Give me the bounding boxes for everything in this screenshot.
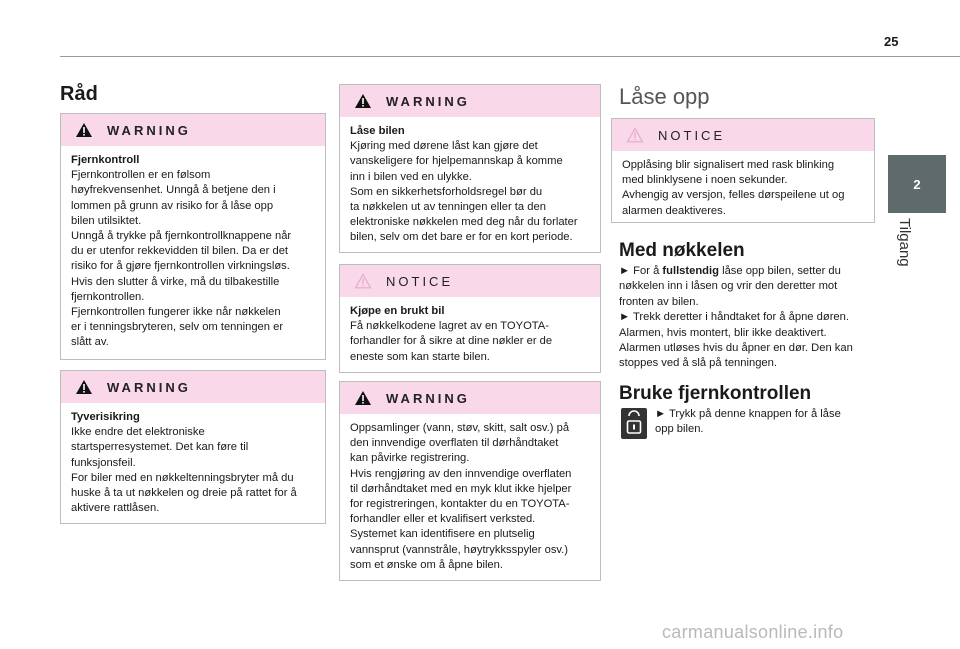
warning-subtitle: Låse bilen [350, 125, 405, 137]
text-line: opp bilen. [655, 423, 704, 436]
notice-header [612, 119, 874, 151]
warning-title: WARNING [386, 390, 470, 406]
text-line: startsperresystemet. Det kan føre til [71, 441, 249, 454]
text-line: Hvis den slutter å virke, må du tilbakestille [71, 275, 280, 288]
text-line: forhandler for å sikre at dine nøkler er de [350, 335, 553, 348]
text-line: stoppes ved å slå på tenningen. [619, 357, 777, 370]
text-line: er i tenningsbryteren, selv om tenningen er [71, 321, 284, 334]
text-line: forhandler eller et kvalifisert verksted. [350, 513, 536, 526]
warning-header [340, 85, 600, 117]
text-fragment: låse opp bilen, setter du [718, 265, 841, 277]
text-line: som et ønske om å åpne bilen. [350, 558, 503, 571]
text-line: slått av. [71, 336, 109, 349]
notice-body [612, 151, 874, 225]
text-line: lommen på grunn av risiko for å låse opp [71, 199, 274, 212]
unlock-button-icon [621, 408, 647, 439]
notice-icon [626, 127, 644, 143]
watermark: carmanualsonline.info [662, 622, 844, 642]
text-line: Fjernkontrollen fungerer ikke når nøkkelen [71, 306, 281, 319]
warning-body [340, 414, 600, 579]
section-tab[interactable]: 2 [888, 155, 946, 213]
text-line: til dørhåndtaket med en myk klut ikke hjelper [350, 482, 572, 495]
text-line: kan påvirke registrering. [350, 452, 470, 465]
text-line: med blinklysene i noen sekunder. [622, 174, 788, 187]
warning-body [61, 146, 325, 357]
text-line: fjernkontrollen. [71, 290, 145, 303]
text-line: risiko for å gjøre fjernkontrollen virkningsløs. [71, 260, 290, 273]
text-line: inn i bilen ved en ulykke. [350, 170, 472, 183]
warning-title: WARNING [107, 122, 191, 138]
text-line: For biler med en nøkkeltenningsbryter må du [71, 471, 294, 484]
text-line: Avhengig av versjon, felles dørspeilene ut og [622, 189, 845, 202]
warning-icon [354, 390, 372, 406]
notice-box-used-car [339, 264, 601, 373]
warning-icon [75, 379, 93, 395]
text-line: du er utenfor rekkevidden til bilen. Da er det [71, 245, 289, 258]
text-line: Alarmen, hvis montert, blir ikke deaktivert. [619, 326, 827, 339]
text-line: Unngå å trykke på fjernkontrollknappene når [71, 230, 292, 243]
warning-box-remote [60, 113, 326, 360]
warning-subtitle: Fjernkontroll [71, 154, 140, 166]
notice-title: NOTICE [386, 273, 454, 289]
notice-body [340, 297, 600, 371]
warning-subtitle: Tyverisikring [71, 411, 140, 423]
warning-body [340, 117, 600, 252]
warning-header [61, 114, 325, 146]
text-line: fronten av bilen. [619, 295, 699, 308]
top-divider [60, 56, 960, 57]
text-line: Ikke endre det elektroniske [71, 426, 205, 439]
warning-box-handle [339, 381, 601, 581]
text-line: vanskeligere for hjelpemannskap å komme [350, 155, 563, 168]
text-line: Systemet kan identifisere en plutselig [350, 528, 535, 541]
notice-header [340, 265, 600, 297]
text-line: høyfrekvensenhet. Unngå å betjene den i [71, 184, 276, 197]
warning-title: WARNING [107, 379, 191, 395]
text-line: Alarmen utløses hvis du åpner en dør. Den kan [619, 342, 853, 355]
warning-body [61, 403, 325, 522]
text-line: aktivere rattlåsen. [71, 502, 160, 515]
heading-lase-opp: Låse opp [619, 84, 710, 109]
warning-header [340, 382, 600, 414]
text-line: ta nøkkelen ut av tenningen eller ta den [350, 201, 546, 214]
text-line: Opplåsing blir signalisert med rask blinking [622, 159, 835, 171]
warning-icon [75, 122, 93, 138]
warning-box-locking [339, 84, 601, 253]
key-instructions [619, 264, 877, 372]
heading-med-nokkelen: Med nøkkelen [619, 240, 745, 261]
warning-header [61, 371, 325, 403]
text-line: alarmen deaktiveres. [622, 204, 726, 217]
text-line: ► Trekk deretter i håndtaket for å åpne døren. [619, 311, 849, 324]
notice-box-unlock [611, 118, 875, 223]
text-line [619, 264, 877, 279]
text-line: ► Trykk på denne knappen for å låse [655, 408, 841, 420]
text-line: for registreringen, kontakter du en TOYOTA- [350, 498, 570, 511]
text-line: bilen, selv om det bare er for en kort periode. [350, 231, 573, 244]
remote-instructions [655, 407, 875, 438]
text-line: Som en sikkerhetsforholdsregel bør du [350, 185, 543, 198]
text-line: den innvendige overflaten til dørhåndtaket [350, 437, 559, 450]
text-line: Oppsamlinger (vann, støv, skitt, salt osv.) på [350, 422, 570, 434]
page-number: 25 [884, 34, 899, 49]
text-line: funksjonsfeil. [71, 456, 136, 469]
warning-icon [354, 93, 372, 109]
notice-title: NOTICE [658, 127, 726, 143]
heading-rad: Råd [60, 83, 98, 105]
text-line: nøkkelen inn i låsen og vrir den deretter mot [619, 280, 838, 293]
text-line: Kjøring med dørene låst kan gjøre det [350, 140, 538, 153]
bold-term: fullstendig [662, 265, 719, 277]
text-fragment: ► For å [619, 265, 663, 277]
warning-box-theft [60, 370, 326, 524]
warning-title: WARNING [386, 93, 470, 109]
notice-icon [354, 273, 372, 289]
notice-subtitle: Kjøpe en brukt bil [350, 305, 445, 317]
text-line: elektroniske nøkkelen med deg når du forlater [350, 216, 578, 229]
text-line: eneste som kan starte bilen. [350, 350, 490, 363]
text-line: Hvis rengjøring av den innvendige overflaten [350, 467, 572, 480]
heading-remote: Bruke fjernkontrollen [619, 383, 812, 404]
text-line: vannsprut (vannstråle, høytrykksspyler osv.) [350, 543, 569, 556]
text-line: bilen utilsiktet. [71, 214, 142, 227]
text-line: huske å ta ut nøkkelen og dreie på rattet for å [71, 487, 297, 500]
section-label: Tilgang [896, 218, 913, 267]
text-line: Få nøkkelkodene lagret av en TOYOTA- [350, 320, 549, 333]
text-line: Fjernkontrollen er en følsom [71, 169, 211, 182]
